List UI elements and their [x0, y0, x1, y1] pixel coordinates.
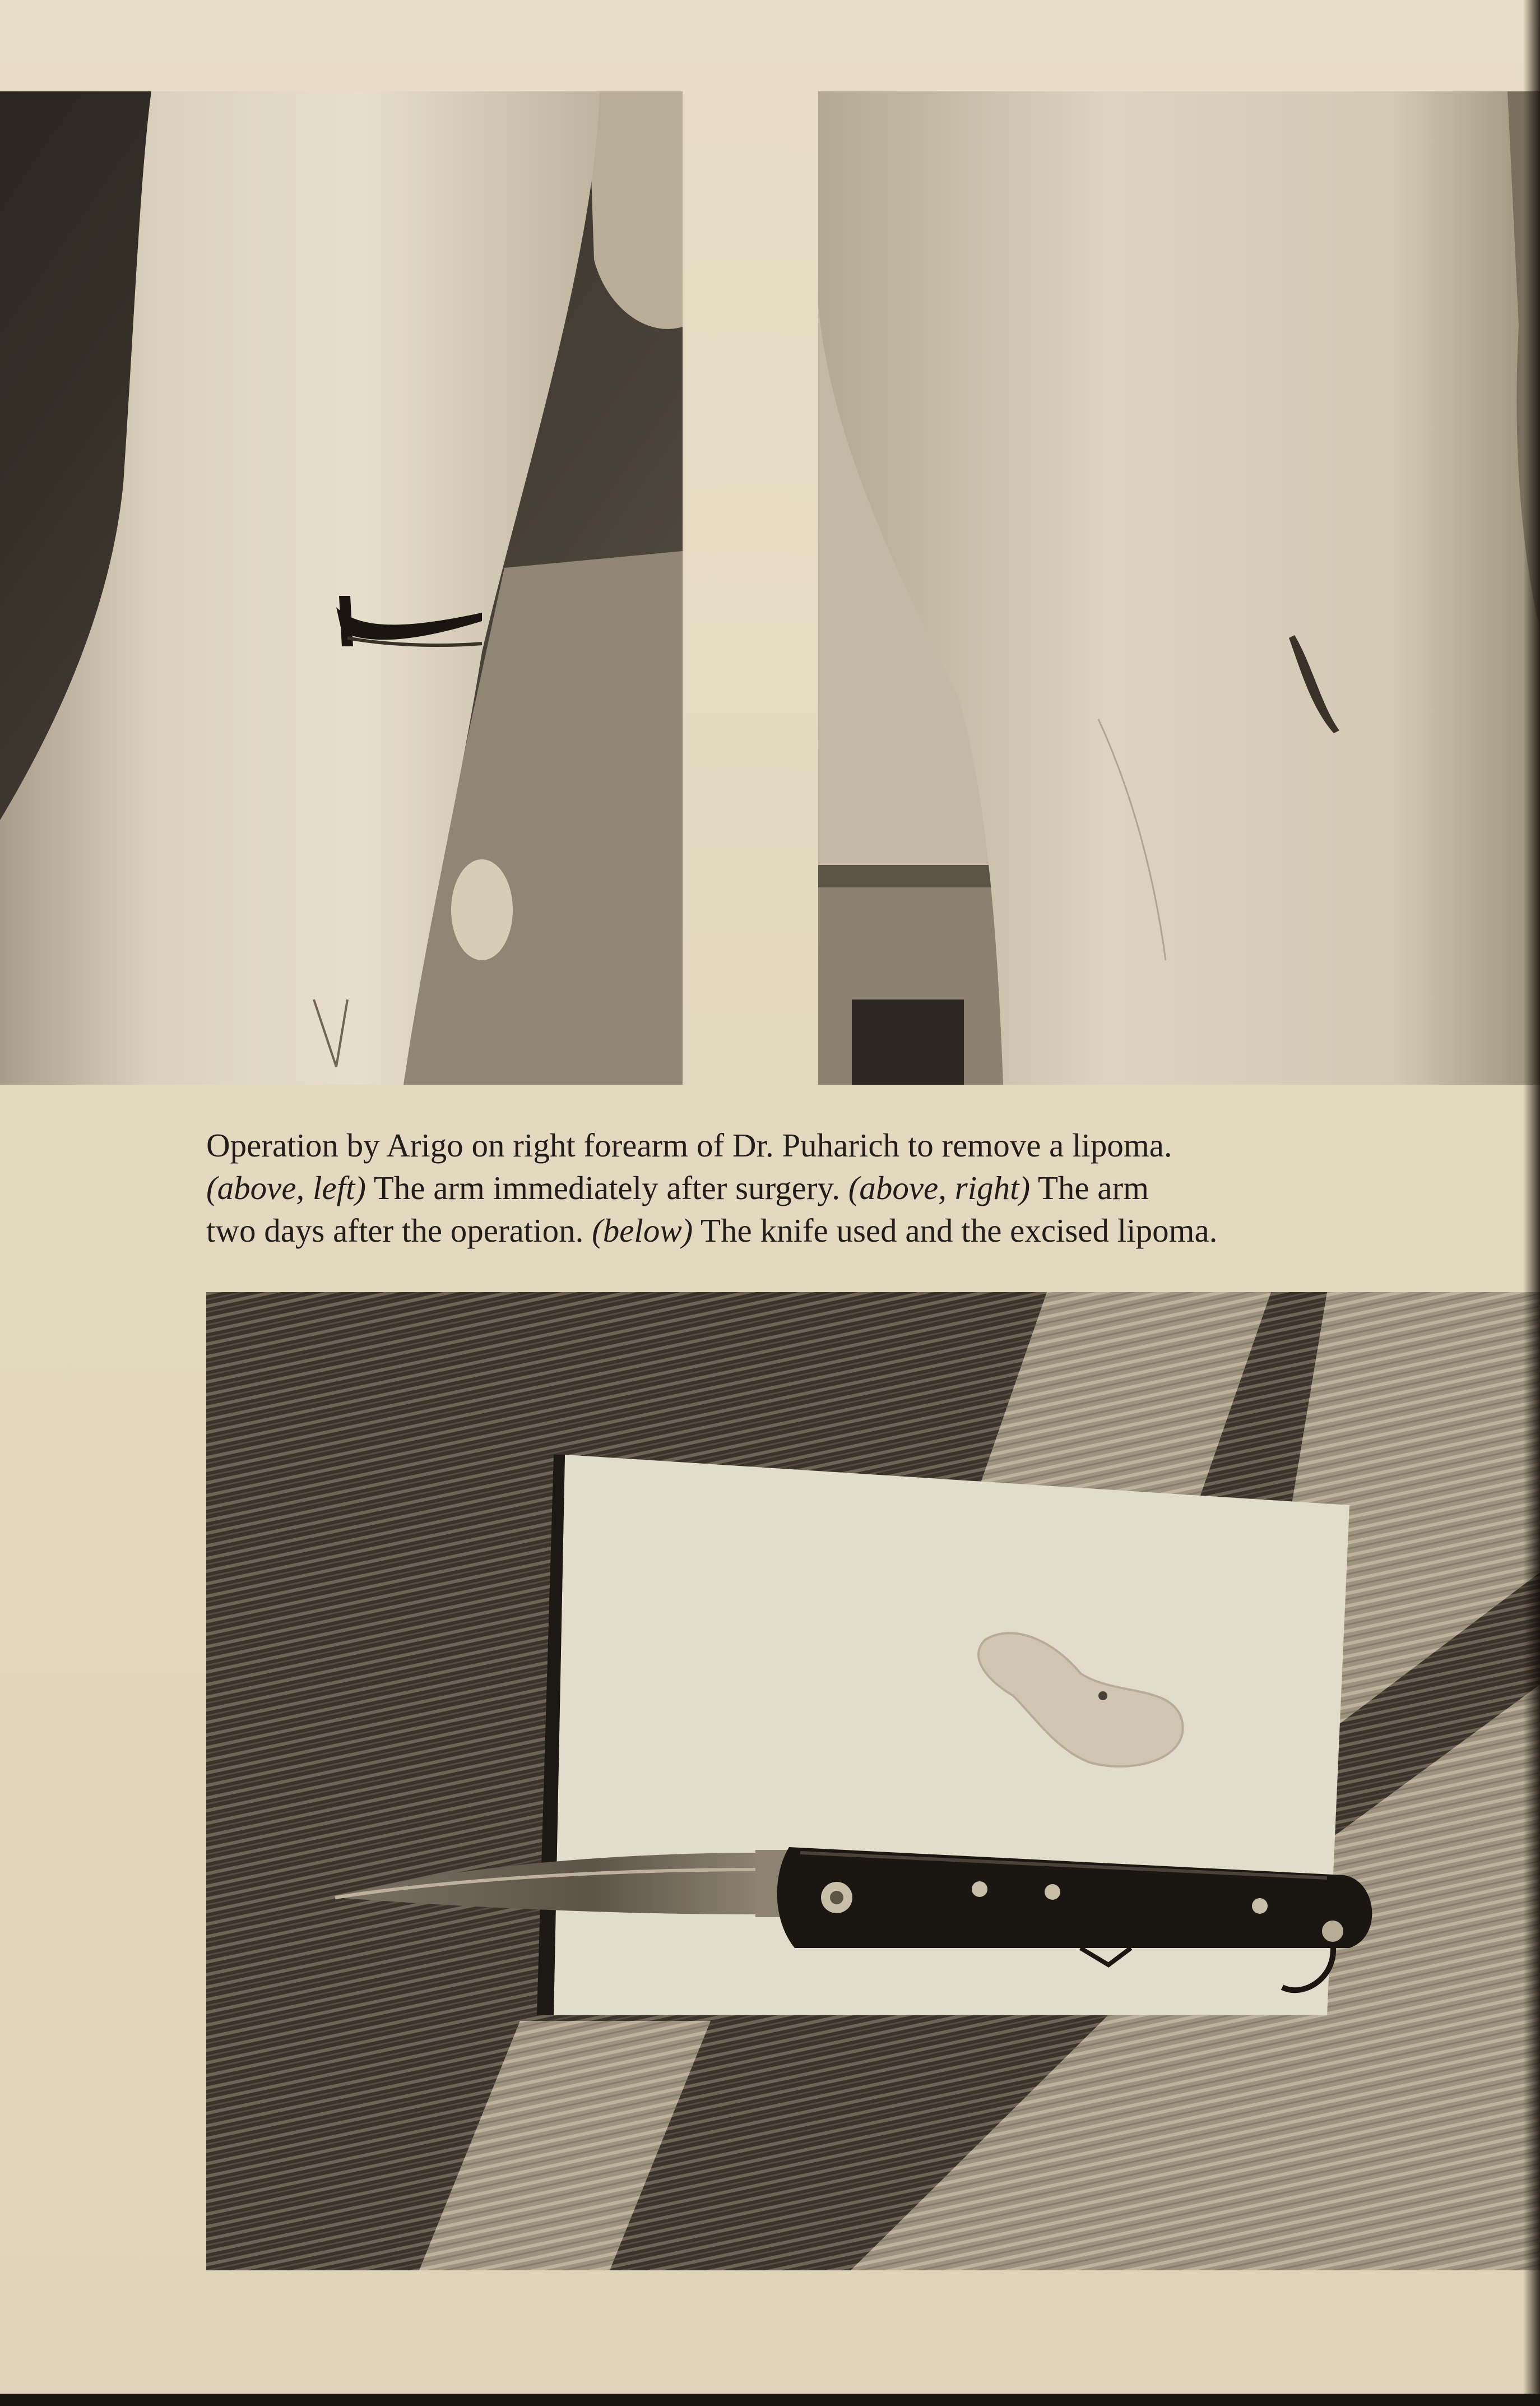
- caption-text-above-right: The arm: [1030, 1169, 1149, 1206]
- knife-and-lipoma-photo: [206, 1292, 1540, 2270]
- arm-two-days-after-image: [818, 91, 1540, 1085]
- caption-line-3: [206, 1209, 1473, 1252]
- arm-after-surgery-image: [0, 91, 683, 1085]
- caption-text-below: The knife used and the excised lipoma.: [693, 1212, 1218, 1249]
- caption-label-above-right: (above, right): [848, 1169, 1031, 1206]
- knife-and-lipoma-image: [206, 1292, 1540, 2270]
- page-bottom-edge: [0, 2394, 1540, 2406]
- caption-text-days-after: two days after the operation.: [206, 1212, 592, 1249]
- caption-label-above-left: (above, left): [206, 1169, 367, 1206]
- spine-shadow: [1523, 0, 1540, 2406]
- arm-two-days-after-photo: [818, 91, 1540, 1085]
- caption-label-below: (below): [592, 1212, 693, 1249]
- caption-text-above-left: The arm immediately after surgery.: [366, 1169, 848, 1206]
- arm-after-surgery-photo: [0, 91, 683, 1085]
- caption-line-2: [206, 1167, 1473, 1209]
- figure-caption: [206, 1124, 1473, 1252]
- caption-line-1: Operation by Arigo on right forearm of Dr. Puharich to remove a lipoma.: [206, 1127, 1172, 1164]
